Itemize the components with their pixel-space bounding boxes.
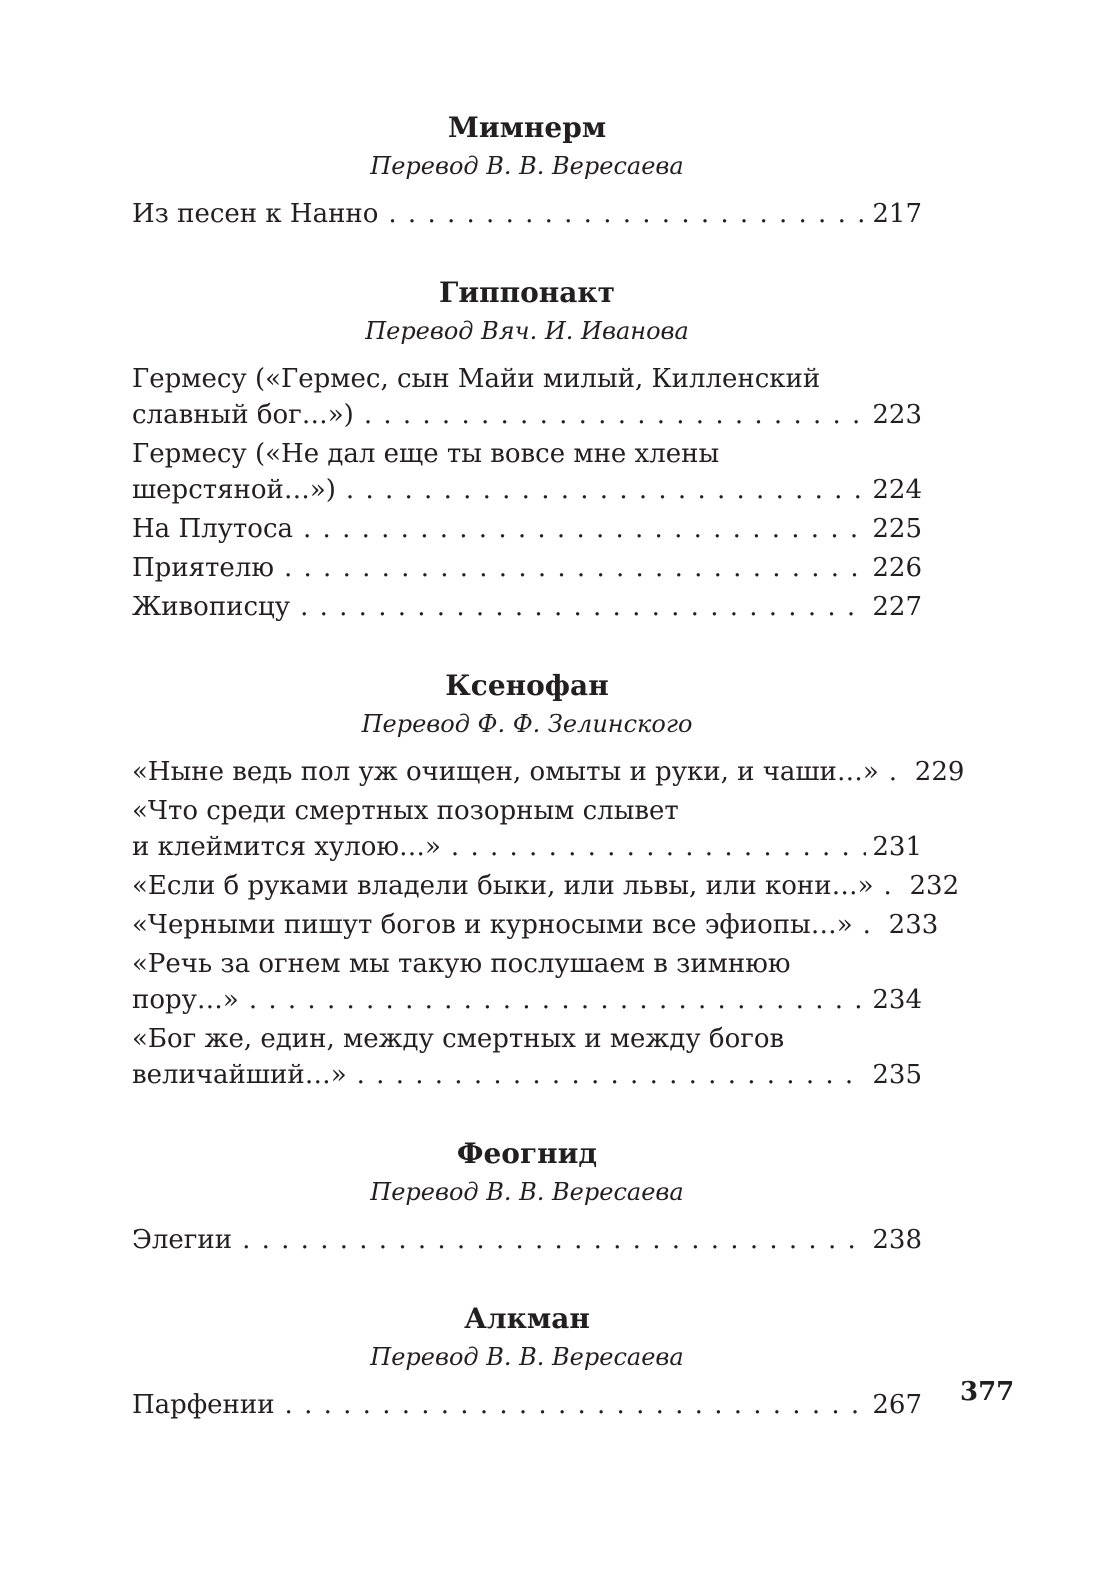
entry-title: «Черными пишут богов и курносыми все эфиопы…» [132, 910, 853, 940]
entry-list [132, 196, 922, 232]
entry-page-number: 226 [872, 553, 922, 583]
dot-leader [451, 829, 866, 865]
toc-entry[interactable] [132, 793, 922, 865]
toc-entry[interactable] [132, 946, 922, 1018]
toc-section [132, 1299, 922, 1423]
toc-section [132, 666, 965, 1093]
translator-credit: Перевод В. В. Вересаева [370, 1178, 684, 1206]
toc-entry[interactable] [132, 511, 922, 547]
toc-entry[interactable] [132, 196, 922, 232]
entry-list [132, 754, 965, 1093]
entry-title: и клеймится хулою…» [132, 832, 441, 862]
dot-leader [303, 511, 866, 547]
entry-row [132, 982, 922, 1018]
entry-title-line: «Речь за огнем мы такую послушаем в зимнюю [132, 949, 791, 979]
section-gap [132, 235, 922, 273]
toc-section [132, 108, 922, 232]
author-heading: Алкман [464, 1302, 590, 1335]
toc-section [132, 273, 922, 625]
entry-title-line: Гермесу («Гермес, сын Майи милый, Килленский [132, 364, 821, 394]
translator-credit: Перевод Вяч. И. Иванова [365, 317, 689, 345]
entry-title: На Плутоса [132, 514, 294, 544]
toc-entry[interactable] [132, 436, 922, 508]
dot-leader [388, 196, 866, 232]
entry-row [132, 472, 922, 508]
author-heading: Ксенофан [445, 669, 609, 702]
entry-title: Из песен к Нанно [132, 199, 379, 229]
entry-list [132, 1387, 922, 1423]
section-gap [132, 1261, 922, 1299]
translator-credit: Перевод В. В. Вересаева [370, 1343, 684, 1371]
dot-leader [863, 907, 883, 943]
entry-title: Парфении [132, 1390, 275, 1420]
entry-row [132, 1057, 922, 1093]
entry-row [132, 829, 922, 865]
entry-page-number: 229 [914, 757, 965, 787]
toc-entry[interactable] [132, 361, 922, 433]
dot-leader [300, 589, 866, 625]
translator-credit: Перевод Ф. Ф. Зелинского [361, 710, 693, 738]
entry-title: Приятелю [132, 553, 274, 583]
entry-title: шерстяной…») [132, 475, 336, 505]
entry-row [132, 397, 922, 433]
entry-row [132, 868, 960, 904]
dot-leader [357, 1057, 867, 1093]
toc-entry[interactable] [132, 550, 922, 586]
entry-row [132, 754, 965, 790]
page-number: 377 [960, 1377, 1015, 1407]
author-heading: Мимнерм [447, 111, 607, 144]
entry-title: Живописцу [132, 592, 291, 622]
dot-leader [889, 754, 909, 790]
toc-entry[interactable] [132, 754, 965, 790]
dot-leader [284, 550, 866, 586]
toc-entry[interactable] [132, 589, 922, 625]
entry-title: «Если б руками владели быки, или львы, или кони…» [132, 871, 874, 901]
entry-page-number: 232 [909, 871, 960, 901]
toc-entry[interactable] [132, 1222, 922, 1258]
toc-section [132, 1134, 922, 1258]
section-gap [132, 628, 922, 666]
entry-title: Элегии [132, 1225, 233, 1255]
entry-title: величайший…» [132, 1060, 347, 1090]
entry-page-number: 227 [872, 592, 922, 622]
entry-page-number: 235 [872, 1060, 922, 1090]
entry-row [132, 907, 939, 943]
dot-leader [883, 868, 903, 904]
entry-page-number: 225 [872, 514, 922, 544]
entry-row [132, 1222, 922, 1258]
entry-list [132, 361, 922, 625]
entry-row [132, 1387, 922, 1423]
entry-page-number: 234 [872, 985, 922, 1015]
dot-leader [346, 472, 866, 508]
entry-title-line: Гермесу («Не дал еще ты вовсе мне хлены [132, 439, 720, 469]
translator-credit: Перевод В. В. Вересаева [370, 152, 684, 180]
toc-entry[interactable] [132, 1021, 922, 1093]
entry-page-number: 238 [872, 1225, 922, 1255]
entry-page-number: 267 [872, 1390, 922, 1420]
entry-title-line: «Что среди смертных позорным слывет [132, 796, 679, 826]
toc-entry[interactable] [132, 1387, 922, 1423]
dot-leader [364, 397, 867, 433]
entry-row [132, 589, 922, 625]
entry-page-number: 223 [872, 400, 922, 430]
entry-list [132, 1222, 922, 1258]
entry-page-number: 217 [872, 199, 922, 229]
entry-title: пору…» [132, 985, 239, 1015]
entry-page-number: 233 [888, 910, 939, 940]
dot-leader [249, 982, 867, 1018]
entry-title: славный бог…») [132, 400, 354, 430]
section-gap [132, 1096, 922, 1134]
entry-row [132, 196, 922, 232]
author-heading: Феогнид [456, 1137, 598, 1170]
entry-row [132, 550, 922, 586]
entry-title: «Ныне ведь пол уж очищен, омыты и руки, и чаши…» [132, 757, 879, 787]
dot-leader [242, 1222, 866, 1258]
toc-entry[interactable] [132, 868, 960, 904]
entry-row [132, 511, 922, 547]
dot-leader [285, 1387, 867, 1423]
entry-page-number: 224 [872, 475, 922, 505]
toc-entry[interactable] [132, 907, 939, 943]
entry-title-line: «Бог же, един, между смертных и между богов [132, 1024, 785, 1054]
author-heading: Гиппонакт [439, 276, 615, 309]
table-of-contents [132, 108, 965, 1426]
entry-page-number: 231 [872, 832, 922, 862]
